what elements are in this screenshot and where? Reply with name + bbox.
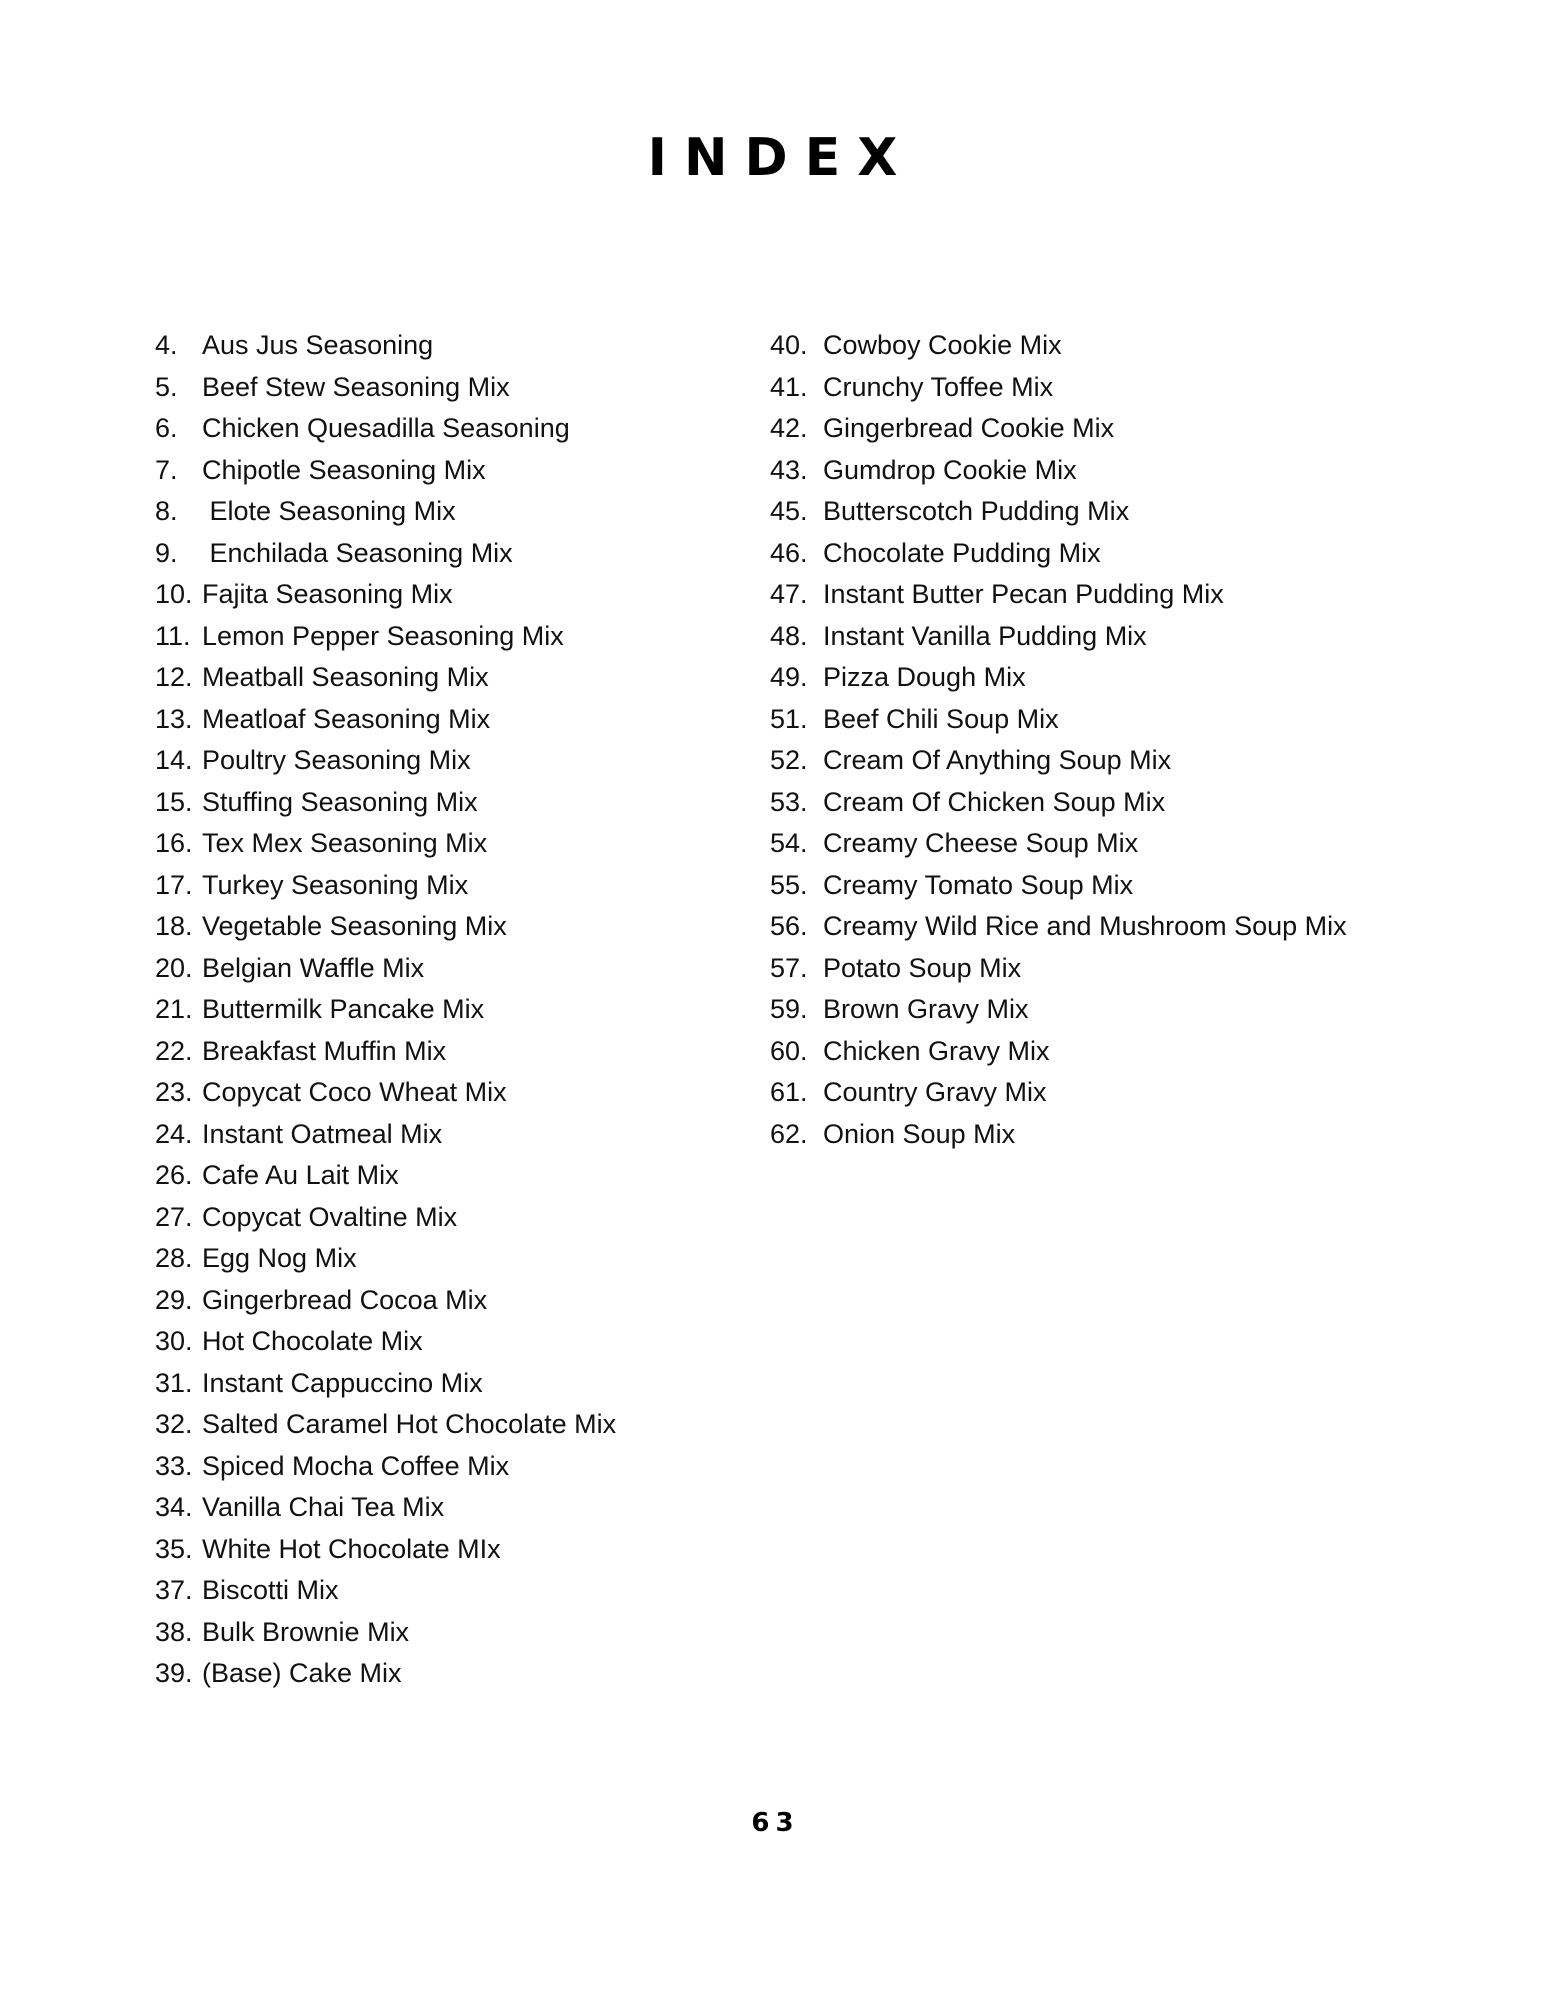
entry-label: Chicken Quesadilla Seasoning: [202, 413, 570, 443]
entry-label: Meatloaf Seasoning Mix: [202, 703, 491, 734]
index-entry: [770, 740, 1347, 782]
index-entry: [155, 1529, 616, 1571]
index-entry: [155, 1363, 616, 1405]
entry-label: Creamy Wild Rice and Mushroom Soup Mix: [823, 911, 1347, 941]
entry-label: Hot Chocolate Mix: [202, 1326, 423, 1356]
entry-label: Breakfast Muffin Mix: [202, 1035, 447, 1066]
entry-label: Poultry Seasoning Mix: [202, 745, 471, 775]
entry-page-number: 46.: [770, 537, 808, 568]
index-entry: [770, 657, 1347, 699]
index-entry: [155, 1197, 616, 1239]
index-entry: [155, 450, 616, 492]
index-entry: [155, 1404, 616, 1446]
entry-page-number: 22.: [155, 1035, 193, 1066]
entry-page-number: 32.: [155, 1409, 193, 1439]
index-entry: [155, 1446, 616, 1488]
entry-label: Gingerbread Cocoa Mix: [202, 1284, 488, 1315]
entry-label: (Base) Cake Mix: [202, 1658, 402, 1688]
index-entry: [770, 948, 1347, 990]
index-entry: [770, 865, 1347, 907]
index-entry: [770, 699, 1347, 741]
entry-page-number: 48.: [770, 620, 808, 651]
entry-page-number: 14.: [155, 745, 193, 775]
entry-page-number: 49.: [770, 662, 808, 692]
entry-label: Bulk Brownie Mix: [202, 1616, 410, 1647]
entry-label: Copycat Coco Wheat Mix: [202, 1077, 507, 1107]
entry-page-number: 26.: [155, 1160, 193, 1190]
index-entry: [770, 906, 1347, 948]
page-number: 63: [751, 1808, 800, 1838]
index-entry: [770, 1031, 1347, 1073]
entry-label: Instant Oatmeal Mix: [202, 1118, 443, 1149]
entry-page-number: 34.: [155, 1492, 193, 1522]
index-entry: [155, 1238, 616, 1280]
entry-page-number: 35.: [155, 1533, 193, 1564]
index-entry: [155, 865, 616, 907]
entry-page-number: 33.: [155, 1450, 193, 1481]
entry-page-number: 16.: [155, 828, 193, 858]
entry-label: Onion Soup Mix: [823, 1118, 1016, 1149]
index-entry: [155, 1321, 616, 1363]
entry-page-number: 10.: [155, 579, 193, 609]
entry-label: Cream Of Chicken Soup Mix: [823, 786, 1166, 817]
entry-label: Beef Chili Soup Mix: [823, 703, 1059, 734]
entry-label: Vegetable Seasoning Mix: [202, 911, 507, 941]
entry-page-number: 56.: [770, 911, 808, 941]
index-entry: [155, 1280, 616, 1322]
entry-label: Buttermilk Pancake Mix: [202, 994, 485, 1024]
entry-page-number: 31.: [155, 1367, 193, 1398]
entry-label: Instant Cappuccino Mix: [202, 1367, 483, 1398]
entry-label: Crunchy Toffee Mix: [823, 371, 1054, 402]
entry-label: Cowboy Cookie Mix: [823, 330, 1062, 360]
entry-label: White Hot Chocolate MIx: [202, 1533, 501, 1564]
index-entry: [155, 1653, 616, 1695]
entry-page-number: 9.: [155, 537, 178, 568]
entry-page-number: 54.: [770, 828, 808, 858]
index-entry: [155, 1155, 616, 1197]
entry-label: Meatball Seasoning Mix: [202, 662, 489, 692]
entry-label: Turkey Seasoning Mix: [202, 869, 469, 900]
entry-label: Pizza Dough Mix: [823, 662, 1026, 692]
entry-page-number: 15.: [155, 786, 193, 817]
index-entry: [155, 1612, 616, 1654]
entry-page-number: 57.: [770, 952, 808, 983]
entry-page-number: 45.: [770, 496, 808, 526]
entry-label: Gingerbread Cookie Mix: [823, 413, 1115, 443]
entry-label: Aus Jus Seasoning: [202, 330, 434, 360]
entry-page-number: 28.: [155, 1243, 193, 1273]
entry-page-number: 24.: [155, 1118, 193, 1149]
entry-label: Copycat Ovaltine Mix: [202, 1201, 458, 1232]
entry-label: Spiced Mocha Coffee Mix: [202, 1450, 510, 1481]
entry-label: Vanilla Chai Tea Mix: [202, 1492, 445, 1522]
entry-label: Chipotle Seasoning Mix: [202, 454, 486, 485]
entry-page-number: 8.: [155, 496, 178, 526]
index-entry: [155, 367, 616, 409]
entry-page-number: 7.: [155, 454, 178, 485]
entry-label: Country Gravy Mix: [823, 1077, 1047, 1107]
entry-label: Chicken Gravy Mix: [823, 1035, 1050, 1066]
entry-label: Tex Mex Seasoning Mix: [202, 828, 488, 858]
entry-label: Creamy Tomato Soup Mix: [823, 869, 1134, 900]
entry-page-number: 27.: [155, 1201, 193, 1232]
entry-page-number: 62.: [770, 1118, 808, 1149]
index-entry: [155, 1031, 616, 1073]
entry-label: Instant Vanilla Pudding Mix: [823, 620, 1147, 651]
entry-page-number: 39.: [155, 1658, 193, 1688]
entry-page-number: 18.: [155, 911, 193, 941]
entry-page-number: 17.: [155, 869, 193, 900]
entry-page-number: 37.: [155, 1575, 193, 1605]
entry-page-number: 51.: [770, 703, 808, 734]
entry-page-number: 41.: [770, 371, 808, 402]
entry-page-number: 61.: [770, 1077, 808, 1107]
index-entry: [155, 574, 616, 616]
index-entry: [155, 823, 616, 865]
index-entry: [155, 325, 616, 367]
entry-page-number: 55.: [770, 869, 808, 900]
index-entry: [155, 616, 616, 658]
index-entry: [155, 699, 616, 741]
entry-label: Belgian Waffle Mix: [202, 952, 425, 983]
entry-page-number: 60.: [770, 1035, 808, 1066]
index-entry: [770, 782, 1347, 824]
entry-page-number: 20.: [155, 952, 193, 983]
entry-label: Cafe Au Lait Mix: [202, 1160, 399, 1190]
index-entry: [155, 906, 616, 948]
entry-page-number: 29.: [155, 1284, 193, 1315]
index-entry: [155, 657, 616, 699]
entry-label: Cream Of Anything Soup Mix: [823, 745, 1172, 775]
index-column-left: [155, 325, 616, 1695]
page-title: INDEX: [647, 128, 915, 188]
entry-label: Fajita Seasoning Mix: [202, 579, 453, 609]
entry-page-number: 47.: [770, 579, 808, 609]
entry-label: Chocolate Pudding Mix: [823, 537, 1101, 568]
entry-page-number: 6.: [155, 413, 178, 443]
entry-page-number: 59.: [770, 994, 808, 1024]
entry-page-number: 52.: [770, 745, 808, 775]
index-entry: [770, 574, 1347, 616]
index-entry: [155, 533, 616, 575]
entry-page-number: 38.: [155, 1616, 193, 1647]
entry-page-number: 53.: [770, 786, 808, 817]
index-entry: [770, 367, 1347, 409]
index-entry: [155, 491, 616, 533]
entry-label: Enchilada Seasoning Mix: [202, 537, 513, 568]
entry-page-number: 13.: [155, 703, 193, 734]
entry-label: Salted Caramel Hot Chocolate Mix: [202, 1409, 617, 1439]
entry-page-number: 11.: [155, 620, 191, 651]
index-entry: [770, 325, 1347, 367]
index-entry: [155, 1487, 616, 1529]
entry-label: Biscotti Mix: [202, 1575, 339, 1605]
entry-page-number: 12.: [155, 662, 193, 692]
index-entry: [770, 533, 1347, 575]
entry-page-number: 43.: [770, 454, 808, 485]
entry-page-number: 5.: [155, 371, 178, 402]
index-entry: [155, 1114, 616, 1156]
index-entry: [770, 408, 1347, 450]
entry-page-number: 4.: [155, 330, 178, 360]
entry-label: Creamy Cheese Soup Mix: [823, 828, 1139, 858]
entry-label: Potato Soup Mix: [823, 952, 1022, 983]
entry-label: Lemon Pepper Seasoning Mix: [202, 620, 564, 651]
entry-label: Instant Butter Pecan Pudding Mix: [823, 579, 1224, 609]
index-entry: [770, 1072, 1347, 1114]
index-entry: [770, 491, 1347, 533]
entry-label: Brown Gravy Mix: [823, 994, 1029, 1024]
index-entry: [770, 989, 1347, 1031]
index-entry: [770, 1114, 1347, 1156]
index-entry: [155, 948, 616, 990]
index-entry: [770, 823, 1347, 865]
entry-label: Beef Stew Seasoning Mix: [202, 371, 510, 402]
entry-page-number: 42.: [770, 413, 808, 443]
entry-page-number: 23.: [155, 1077, 193, 1107]
entry-label: Elote Seasoning Mix: [202, 496, 456, 526]
index-entry: [155, 740, 616, 782]
entry-label: Egg Nog Mix: [202, 1243, 357, 1273]
index-entry: [155, 989, 616, 1031]
entry-page-number: 40.: [770, 330, 808, 360]
entry-label: Butterscotch Pudding Mix: [823, 496, 1130, 526]
index-entry: [770, 450, 1347, 492]
index-column-right: [770, 325, 1347, 1155]
index-entry: [155, 408, 616, 450]
index-entry: [155, 1072, 616, 1114]
entry-page-number: 21.: [155, 994, 193, 1024]
index-entry: [155, 1570, 616, 1612]
entry-label: Stuffing Seasoning Mix: [202, 786, 478, 817]
entry-label: Gumdrop Cookie Mix: [823, 454, 1077, 485]
index-entry: [155, 782, 616, 824]
index-entry: [770, 616, 1347, 658]
entry-page-number: 30.: [155, 1326, 193, 1356]
